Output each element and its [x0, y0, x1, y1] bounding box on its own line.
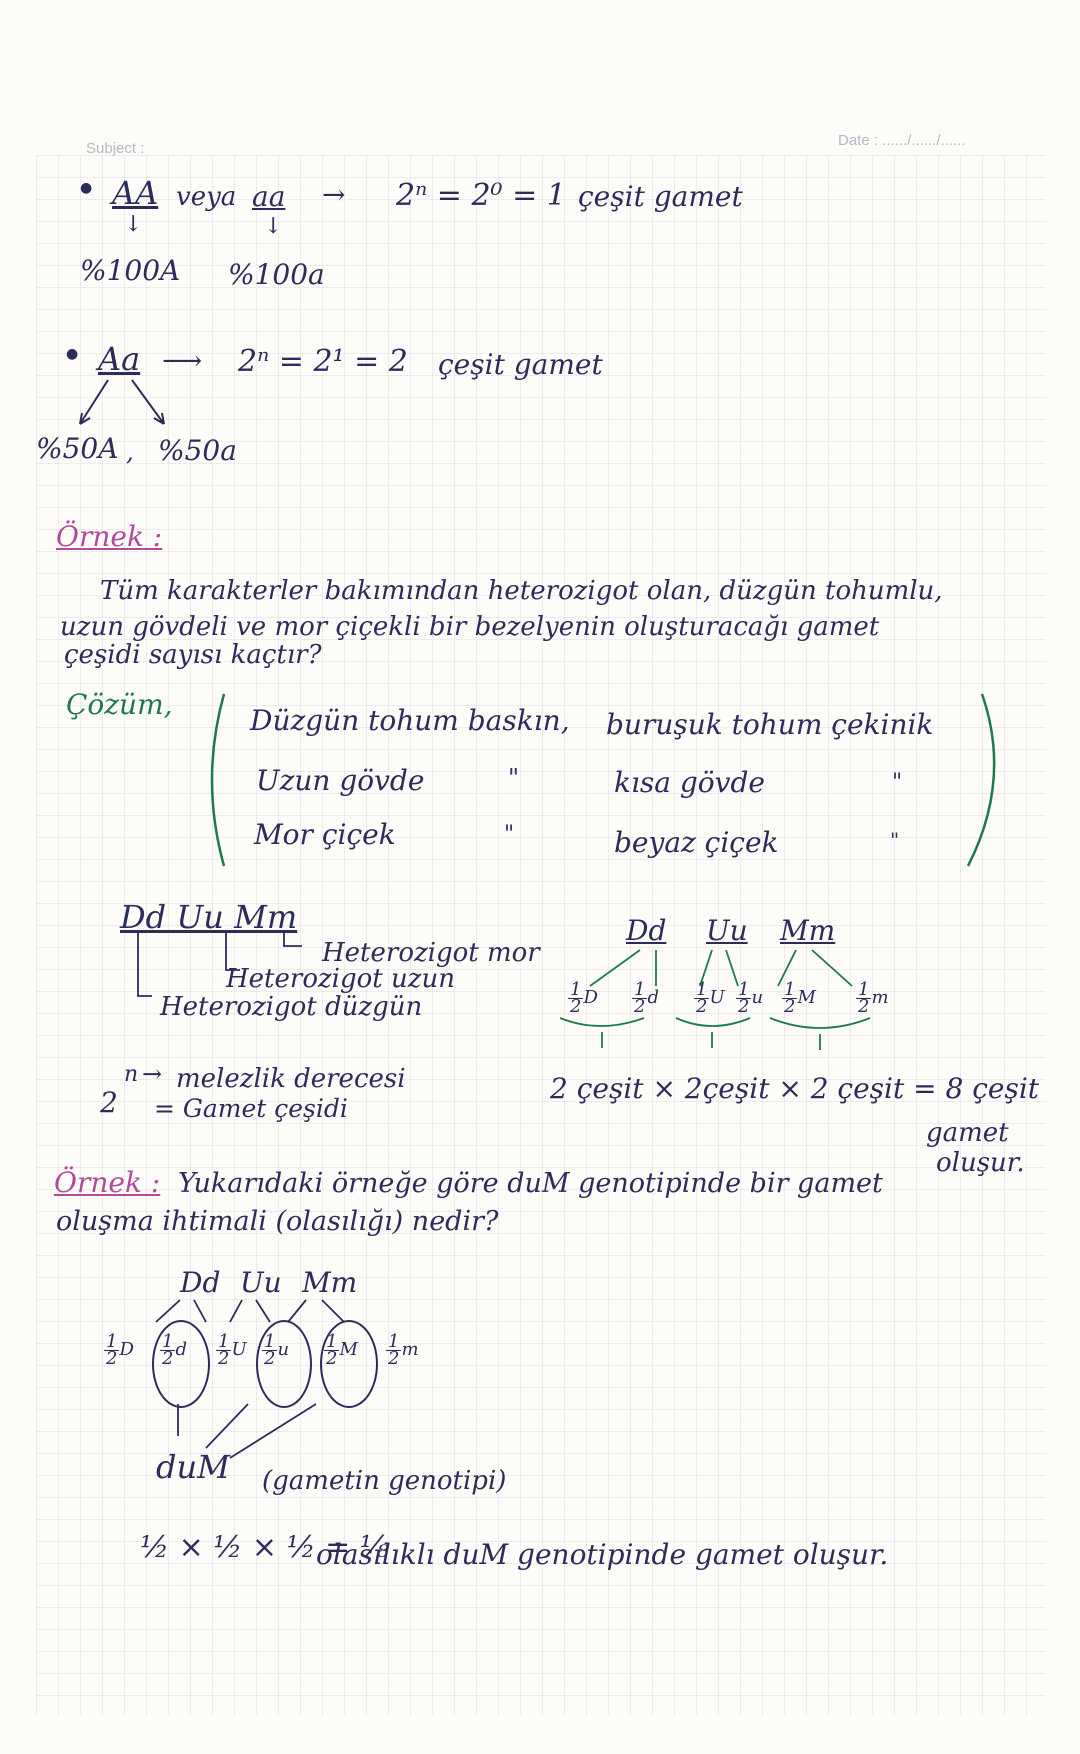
genotype-aa: aa	[252, 180, 286, 213]
question-1-line-3: çeşidi sayısı kaçtır?	[64, 640, 322, 670]
solution-row-1-recessive: buruşuk tohum çekinik	[606, 708, 934, 741]
solution-row-1-dominant: Düzgün tohum baskın,	[250, 704, 570, 737]
ex2-fraction-U: $\frac{1}{2}$ U	[218, 1331, 247, 1369]
formula-hybrid-degree: melezlik derecesi	[176, 1064, 406, 1094]
ex2-pair-Mm: Mm	[302, 1266, 358, 1299]
fraction-U: $\frac{1}{2}$ U	[696, 979, 725, 1017]
solution-row-2-ditto: "	[508, 764, 520, 792]
or-word: veya	[176, 182, 237, 212]
arrow-2: ⟶	[162, 344, 203, 377]
question-1-line-1: Tüm karakterler bakımından heterozigot olan, düzgün tohumlu,	[100, 576, 943, 606]
bullet-2: ●	[66, 346, 79, 362]
percent-100a: %100a	[228, 258, 325, 291]
date-label: Date : ....../....../......	[838, 132, 966, 149]
genotype-full: Dd Uu Mm	[120, 898, 298, 936]
ex2-pair-Uu: Uu	[240, 1266, 282, 1299]
question-2-line-2: oluşma ihtimali (olasılığı) nedir?	[56, 1206, 499, 1237]
label-het-duzgun: Heterozigot düzgün	[160, 992, 423, 1022]
formula-exponent: n	[124, 1062, 139, 1087]
result-1: çeşit gamet	[578, 180, 743, 213]
ex2-fraction-D: $\frac{1}{2}$ D	[106, 1331, 134, 1369]
down-arrow-aa: ↓	[264, 214, 283, 239]
down-arrow-AA: ↓	[124, 212, 143, 237]
ex2-fraction-u: $\frac{1}{2}$ u	[264, 1331, 290, 1369]
ex2-fractions	[100, 1331, 440, 1384]
fraction-m: $\frac{1}{2}$ m	[858, 979, 889, 1017]
genotype-AA: AA	[112, 174, 159, 212]
tree-pair-Uu: Uu	[706, 914, 748, 947]
question-2-line-1: Yukarıdaki örneğe göre duM genotipinde bir gamet	[178, 1168, 883, 1199]
example-label-2: Örnek :	[54, 1166, 161, 1199]
question-1-line-2: uzun gövdeli ve mor çiçekli bir bezelyenin oluşturacağı gamet	[60, 612, 880, 642]
solution-row-3-ditto-2: "	[890, 828, 900, 852]
probability-answer: olasılıklı duM genotipinde gamet oluşur.	[316, 1538, 889, 1571]
formula-gamete-types: = Gamet çeşidi	[154, 1094, 348, 1123]
fraction-D: $\frac{1}{2}$ D	[570, 979, 598, 1017]
probability-multiplication: ½ × ½ × ½ = ⅛	[140, 1530, 389, 1565]
formula-2: 2ⁿ = 2¹ = 2	[238, 344, 408, 379]
tree-fractions	[560, 979, 920, 1032]
solution-label: Çözüm,	[66, 688, 173, 721]
fraction-M: $\frac{1}{2}$ M	[784, 979, 816, 1017]
solution-row-2-ditto-2: "	[892, 770, 903, 795]
solution-row-3-dominant: Mor çiçek	[254, 818, 396, 851]
fraction-u: $\frac{1}{2}$ u	[738, 979, 764, 1017]
formula-arrow: →	[142, 1060, 163, 1088]
genotype-Aa: Aa	[98, 340, 141, 378]
formula-1: 2ⁿ = 2⁰ = 1	[396, 178, 566, 213]
solution-row-3-ditto: "	[504, 822, 515, 847]
percent-100A: %100A	[80, 254, 181, 287]
solution-row-3-recessive: beyaz çiçek	[614, 826, 779, 859]
gamete-genotype-note: (gametin genotipi)	[262, 1466, 507, 1496]
example-label-1: Örnek :	[56, 520, 163, 553]
label-het-uzun: Heterozigot uzun	[226, 964, 455, 994]
percent-50a: %50a	[158, 434, 237, 467]
gamete-result-line-2: oluşur.	[936, 1148, 1025, 1178]
tree-pair-Mm: Mm	[780, 914, 836, 947]
gamete-genotype: duM	[156, 1448, 230, 1486]
gamete-result-line-1: gamet	[926, 1118, 1009, 1148]
label-het-mor: Heterozigot mor	[322, 938, 540, 968]
ex2-fraction-M: $\frac{1}{2}$ M	[326, 1331, 358, 1369]
solution-row-2-dominant: Uzun gövde	[256, 764, 425, 797]
arrow-1: →	[322, 178, 346, 211]
fraction-d: $\frac{1}{2}$ d	[634, 979, 659, 1017]
formula-base: 2	[100, 1086, 118, 1119]
comma: ,	[126, 438, 134, 466]
split-arrows-Aa	[60, 374, 180, 432]
gamete-count-line: 2 çeşit × 2çeşit × 2 çeşit = 8 çeşit	[550, 1072, 1040, 1105]
tree-pair-Dd: Dd	[626, 914, 667, 947]
solution-row-2-recessive: kısa gövde	[614, 766, 765, 799]
percent-50A: %50A	[36, 432, 119, 465]
subject-label: Subject :	[86, 140, 145, 157]
bullet-1: ●	[80, 180, 93, 196]
ex2-pair-Dd: Dd	[180, 1266, 221, 1299]
result-2: çeşit gamet	[438, 348, 603, 381]
ex2-fraction-d: $\frac{1}{2}$ d	[162, 1331, 187, 1369]
ex2-fraction-m: $\frac{1}{2}$ m	[388, 1331, 419, 1369]
